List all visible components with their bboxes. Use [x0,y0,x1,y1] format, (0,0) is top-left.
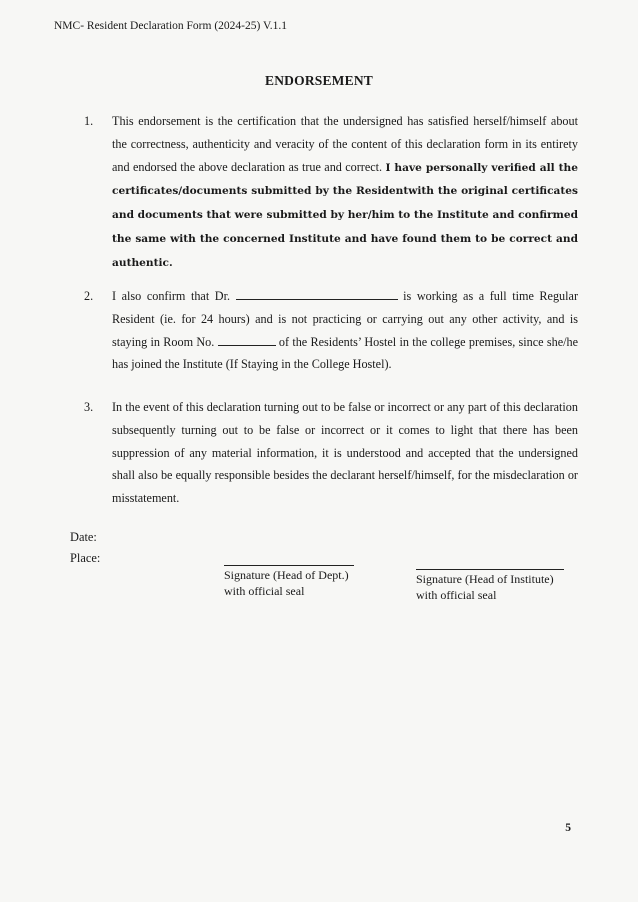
dept-signature-block [224,567,349,599]
doctor-name-field[interactable] [236,287,398,300]
page-number: 5 [565,822,571,834]
institute-seal-label: with official seal [416,588,497,602]
dept-seal-label: with official seal [224,584,305,598]
institute-signature-block [416,571,554,603]
endorsement-item-2 [84,285,578,376]
date-label: Date: [70,530,97,544]
item-number: 1. [84,114,94,128]
place-label: Place: [70,551,101,565]
dept-signature-line [224,565,354,566]
item-bold-text: I have personally verified all the certificates/documents submitted by the Residentwith the original certificates and documents that were submitted by her/him to the Institute and confirmed the same with the concerned Institute and have found them to be correct and authentic. [112,161,578,269]
item-text: This endorsement is the certification that the undersigned has satisfied herself/himself about the correctness, authenticity and veracity of the content of this declaration form in its entirety and endorsed the above declaration as true and correct. [112,114,578,174]
institute-signature-label: Signature (Head of Institute) [416,572,554,586]
item-number: 3. [84,400,94,414]
item-text-part2: is working as a full time Regular Resident (ie. for 24 hours) and is not practicing or carrying out any other activity, and is staying in Room No. [112,289,579,349]
item-number: 2. [84,289,94,303]
endorsement-item-3 [84,396,578,510]
item-text: In the event of this declaration turning out to be false or incorrect or any part of this declaration subsequently turning out to be false or incorrect or it comes to light that there has been suppression of any material information, it is understood and accepted that the undersigned shall also be equally responsible besides the declarant herself/himself, for the misdeclaration or misstatement. [112,400,578,506]
institute-signature-line [416,569,564,570]
endorsement-item-1 [84,110,578,275]
item-text-part3: of the Residents’ Hostel in the college premises, since she/he has joined the Institute (If Staying in the College Hostel). [112,334,579,372]
room-number-field[interactable] [218,333,276,346]
item-text-part1: I also confirm that Dr. [112,289,231,303]
form-header: NMC- Resident Declaration Form (2024-25) V.1.1 [54,20,288,32]
dept-signature-label: Signature (Head of Dept.) [224,568,349,582]
page-title: ENDORSEMENT [265,73,373,88]
